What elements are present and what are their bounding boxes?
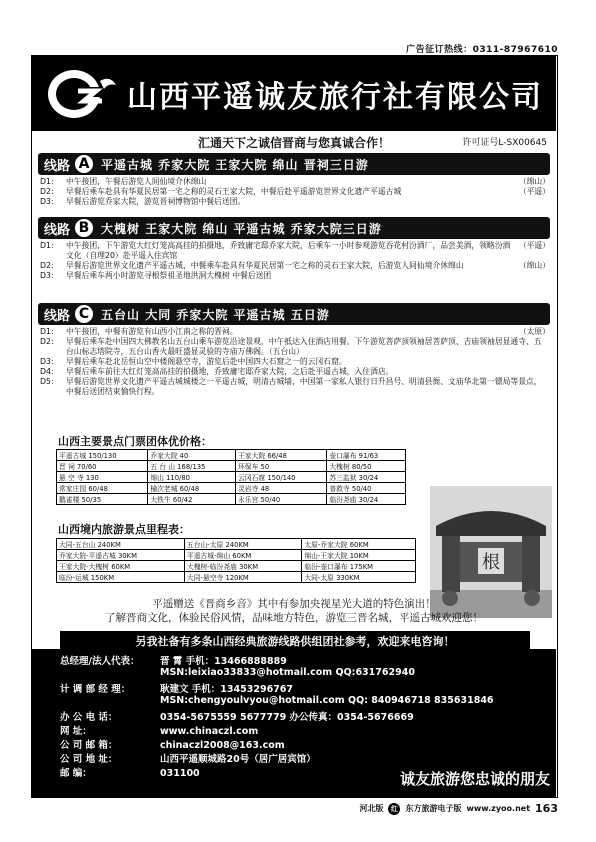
page-number: 163 (535, 802, 558, 815)
route-bar-c (38, 303, 550, 325)
contact-label: 邮 编： (60, 768, 92, 779)
contact-value: www.chinaczl.com (160, 726, 259, 737)
table-cell: 五 台 山 168/135 (148, 461, 236, 472)
table-row (57, 561, 416, 572)
itinerary-day (40, 327, 550, 337)
table-row (57, 472, 406, 483)
table-cell: 太原-乔家大院 60KM (302, 539, 416, 550)
day-label: D1: (40, 241, 54, 250)
day-label: D2: (40, 337, 54, 346)
contact-line (60, 695, 494, 706)
price-table (56, 449, 406, 505)
contact-label: 公 司 邮 箱： (60, 740, 118, 751)
itinerary-day (40, 197, 550, 207)
route-bar-b (38, 217, 550, 239)
table-row (57, 450, 406, 461)
day-text: 早餐后乘车两小时游览寻根祭祖圣地洪洞大槐树 中餐后送团 (66, 271, 272, 280)
hotline: 广告征订热线：0311-87967610 (406, 45, 558, 55)
table-cell: 大同-悬空寺 120KM (184, 572, 301, 583)
prices-title: 山西主要景点门票团体优价格： (58, 435, 212, 448)
table-cell: 王家大院-大槐树 60KM (57, 561, 185, 572)
route-badge: B (73, 217, 95, 239)
itinerary-day (40, 261, 550, 271)
table-cell: 环保车 50 (236, 461, 327, 472)
contact-line (60, 667, 415, 678)
table-cell: 大槐树-临汾尧庙 30KM (184, 561, 301, 572)
contact-line (60, 653, 287, 667)
contact-value: 耿建文 手机：13453296767 (160, 684, 294, 695)
route-title: 五台山 大同 乔家大院 平遥古城 五日游 (101, 307, 330, 322)
table-row (57, 483, 406, 494)
contact-line (60, 723, 258, 737)
day-label: D3: (40, 357, 54, 366)
day-label: D1: (40, 177, 54, 186)
itinerary-day (40, 377, 550, 397)
day-text: 中午接团，下午游览大红灯笼高高挂的拍摄地，乔致庸宅邸乔家大院，后乘车一小时参观游览吞花村汾酒厂，品尝美酒，领略汾酒文化（自理20）赴平遥入住宾馆 (66, 241, 511, 260)
table-cell: 大铁牛 60/42 (148, 494, 236, 505)
contact-value: 山西平遥顺城路20号（居广居宾馆） (160, 754, 316, 765)
table-cell: 大槐树 80/50 (327, 461, 406, 472)
distance-title: 山西境内旅游景点里程表： (58, 523, 190, 536)
table-row (57, 550, 416, 561)
itinerary-b (40, 241, 550, 281)
day-label: D3: (40, 197, 54, 206)
page-footer (359, 802, 558, 815)
itinerary-day (40, 367, 550, 377)
table-cell: 乔家大院 40 (148, 450, 236, 461)
day-text: 早餐后乘车赴中国四大佛教名山五台山乘车游览沿途景观，中午抵达入住酒店用餐。下午游览菩萨顶领袖居菩萨顶、吉庙领袖居显通寺、五台山标志塔院寺，五台山香火最旺盛显灵验的寺庙万佛阁。（五台山） (66, 337, 542, 356)
day-label: D2: (40, 187, 54, 196)
contact-label: 网 址： (60, 726, 92, 737)
table-cell: 乔家大院-平遥古城 30KM (57, 550, 185, 561)
table-row (57, 539, 416, 550)
itinerary-day (40, 241, 550, 261)
contact-value: 0354-5675559 5677779 办公传真：0354-5676669 (160, 712, 414, 723)
company-name: 山西平遥诚友旅行社有限公司 (127, 80, 543, 115)
table-cell: 壶口瀑布 91/63 (327, 450, 406, 461)
promo-line: 平遥赠送《晋商乡音》其中有参加央视星光大道的特色演出！ (152, 598, 436, 610)
table-row (57, 461, 406, 472)
table-cell: 常家庄园 60/48 (57, 483, 148, 494)
day-note: （绵山） (518, 177, 550, 186)
day-label: D2: (40, 261, 54, 270)
day-text: 早餐后游览乔家大院，游览晋祠博物馆中餐后送团。 (66, 197, 246, 206)
contact-label: 公 司 地 址： (60, 754, 118, 765)
contact-line (60, 765, 200, 779)
route-title: 大槐树 王家大院 绵山 平遥古城 乔家大院三日游 (101, 221, 382, 236)
route-label: 线路 (44, 158, 71, 174)
day-note: （平遥） (518, 187, 550, 196)
day-text: 早餐后乘车赴北岳恒山空中楼阁悬空寺，游览后赴中国四大石窟之一的云冈石窟。 (66, 357, 347, 366)
contact-panel (32, 649, 556, 797)
slogan: 汇通天下之诚信晋商与您真诚合作！ (197, 136, 390, 150)
table-cell: 平遥古城 150/130 (57, 450, 148, 461)
day-note: （太原） (518, 327, 550, 336)
footer-publication: 东方旅游电子版 (405, 804, 462, 813)
table-cell: 王家大院 66/48 (236, 450, 327, 461)
itinerary-day (40, 271, 550, 281)
header-banner (32, 56, 556, 131)
route-label: 线路 (44, 308, 71, 324)
table-cell: 榆次老城 60/48 (148, 483, 236, 494)
route-badge: C (73, 303, 95, 325)
itinerary-day (40, 187, 550, 197)
table-cell: 绵山-王家大院 10KM (302, 550, 416, 561)
table-row (57, 494, 406, 505)
route-title: 平遥古城 乔家大院 王家大院 绵山 晋祠三日游 (101, 157, 369, 172)
table-row (57, 572, 416, 583)
itinerary-day (40, 357, 550, 367)
company-logo (44, 67, 122, 121)
itinerary-a (40, 177, 550, 207)
day-text: 中午接团，中餐有游览有山西小江南之称的晋祠。 (66, 327, 238, 336)
day-text: 早餐后乘车前往大红灯笼高高挂的拍摄地，乔致庸宅邸乔家大院，之后赴平遥古城，入住酒店。 (66, 367, 394, 376)
contact-line (60, 681, 293, 695)
day-note: （平遥） (518, 241, 550, 250)
table-cell: 五台山-太原 240KM (184, 539, 301, 550)
route-bar-a (38, 153, 550, 175)
footer-edition: 河北版 (359, 804, 384, 813)
distance-table (56, 538, 416, 583)
table-cell: 绵山 110/80 (148, 472, 236, 483)
contact-value: chinaczl2008@163.com (160, 740, 285, 751)
table-cell: 临汾-壶口瀑布 175KM (302, 561, 416, 572)
table-cell: 灵岩寺 48 (236, 483, 327, 494)
contact-line (60, 709, 414, 723)
advert-page (31, 55, 558, 798)
table-cell: 普救寺 50/40 (327, 483, 406, 494)
table-cell: 临汾-运城 150KM (57, 572, 185, 583)
table-cell: 大同-五台山 240KM (57, 539, 185, 550)
promo-text (32, 597, 556, 625)
contact-value: 031100 (160, 768, 200, 779)
contact-label: 总经理/法人代表： (60, 656, 140, 667)
day-note: （绵山） (518, 261, 550, 270)
itinerary-day (40, 177, 550, 187)
table-cell: 鹳雀楼 50/35 (57, 494, 148, 505)
table-cell: 晋 祠 70/60 (57, 461, 148, 472)
route-badge: A (73, 153, 95, 175)
day-text: 早餐后游览世界文化遗产平遥古城，中餐乘车赴具有华夏民居第一宅之称的灵石王家大院，后游览人间仙境介休绵山 (66, 261, 464, 270)
consult-banner: 另我社备有多条山西经典旅游线路供组团社参考，欢迎来电咨询！ (60, 631, 530, 651)
itinerary-day (40, 337, 550, 357)
table-cell: 永乐宫 50/40 (236, 494, 327, 505)
table-cell: 云冈石窟 150/140 (236, 472, 327, 483)
gate-sign: 根 (482, 552, 500, 573)
table-cell: 大同-太原 330KM (302, 572, 416, 583)
contact-value: MSN:chengyoulvyou@hotmail.com QQ: 840946718 835631846 (160, 695, 494, 706)
day-text: 早餐后乘车赴具有华夏民居第一宅之称的灵石王家大院，中餐后赴平遥游览世界文化遗产平遥古城 (66, 187, 402, 196)
day-text: 中午接团，午餐后游览人间仙境介休绵山 (66, 177, 207, 186)
motto: 诚友旅游您忠诚的朋友 (399, 770, 550, 788)
footer-circle-icon: 红 (388, 803, 400, 815)
promo-line: 了解晋商文化，体验民俗风情，品味地方特色，游览三晋名城，平遥古城欢迎您！ (105, 612, 483, 624)
itinerary-c (40, 327, 550, 397)
contact-label: 计 调 部 经 理： (60, 684, 131, 695)
route-label: 线路 (44, 222, 71, 238)
contact-line (60, 737, 285, 751)
table-cell: 悬 空 寺 130 (57, 472, 148, 483)
table-cell: 苏三监狱 30/24 (327, 472, 406, 483)
license-number: 许可证号L-SX00645 (462, 138, 547, 148)
table-cell: 临汾尧庙 30/24 (327, 494, 406, 505)
day-label: D4: (40, 367, 54, 376)
table-cell: 平遥古城-绵山 60KM (184, 550, 301, 561)
contact-line (60, 751, 316, 765)
contact-label: 办 公 电 话： (60, 712, 118, 723)
day-label: D3: (40, 271, 54, 280)
footer-site: www.zyoo.net (466, 804, 531, 813)
day-text: 早餐后游览世界文化遗产平遥古城城楼之一平遥古城，明清古城墙，中国第一家私人银行日升昌号、明清县衙、文庙华北第一镖局等景点，中餐后送团结束愉快行程。 (66, 377, 542, 396)
contact-value: MSN:leixiao33833@hotmail.com QQ:631762940 (160, 667, 415, 678)
day-label: D1: (40, 327, 54, 336)
day-label: D5: (40, 377, 54, 386)
contact-value: 晋 霄 手机：13466888889 (160, 656, 287, 667)
